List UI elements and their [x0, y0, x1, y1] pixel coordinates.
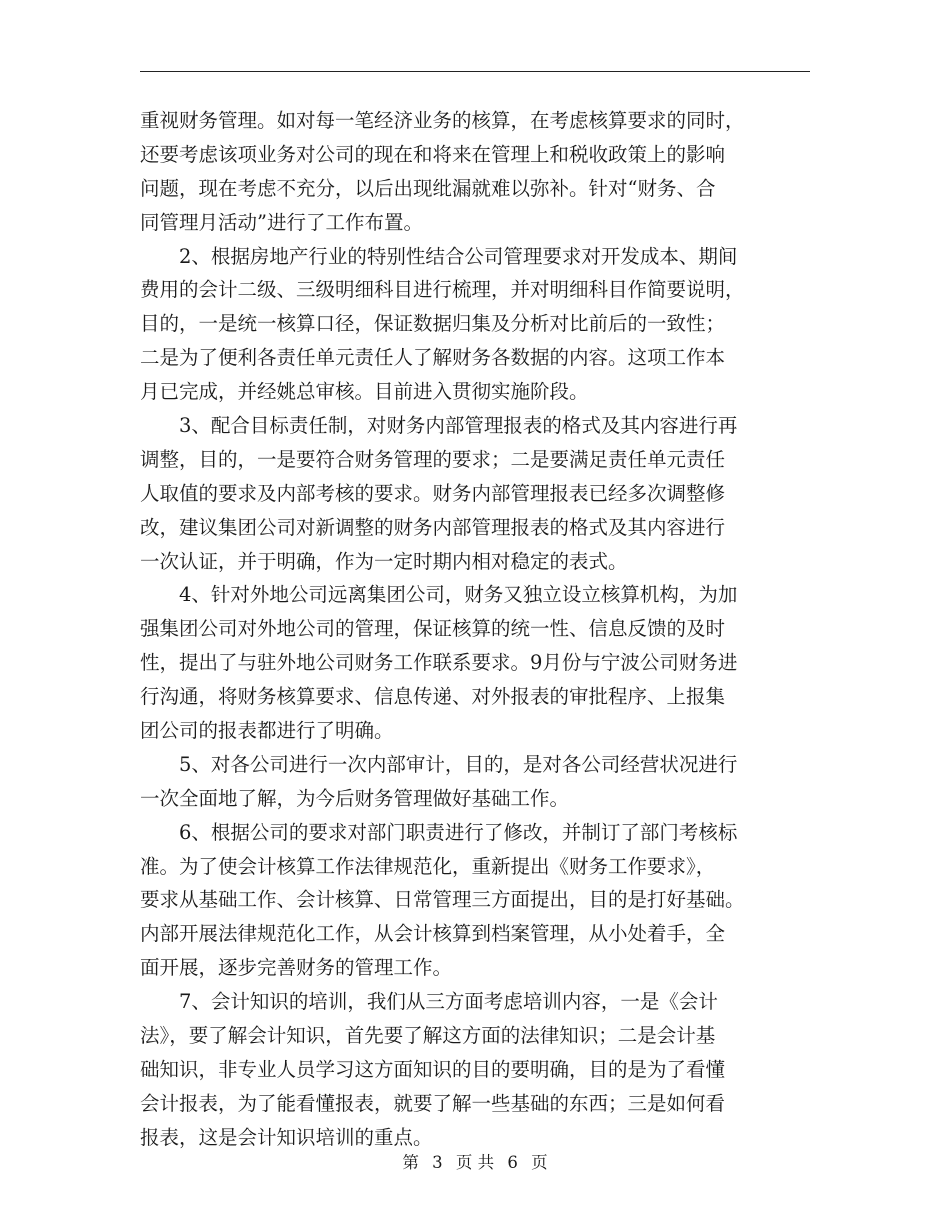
text-line: 费用的会计二级、三级明细科目进行梳理，并对明细科目作简要说明，: [140, 278, 745, 302]
current-page-number: 3: [432, 1153, 443, 1172]
text-line: 目的，一是统一核算口径，保证数据归集及分析对比前后的一致性；: [140, 312, 726, 336]
page-footer: [0, 1152, 950, 1174]
text-line: 法》，要了解会计知识，首先要了解这方面的法律知识；二是会计基: [140, 1024, 716, 1048]
text-line: 调整，目的，一是要符合财务管理的要求；二是要满足责任单元责任: [140, 447, 726, 471]
text-line: 会计报表，为了能看懂报表，就要了解一些基础的东西；三是如何看: [140, 1091, 726, 1115]
total-pages-number: 6: [507, 1153, 518, 1172]
text-line: 性，提出了与驻外地公司财务工作联系要求。9月份与宁波公司财务进: [140, 651, 738, 675]
footer-mid: 页 共: [455, 1153, 495, 1172]
text-line: 要求从基础工作、会计核算、日常管理三方面提出，目的是打好基础。: [140, 888, 745, 912]
text-line: 人取值的要求及内部考核的要求。财务内部管理报表已经多次调整修: [140, 481, 726, 505]
footer-prefix: 第: [402, 1153, 419, 1172]
text-line: 5、对各公司进行一次内部审计，目的，是对各公司经营状况进行: [179, 752, 738, 776]
text-line: 6、根据公司的要求对部门职责进行了修改，并制订了部门考核标: [179, 820, 738, 844]
text-line: 问题，现在考虑不充分，以后出现纰漏就难以弥补。针对“财务、合: [140, 176, 716, 200]
text-line: 2、根据房地产行业的特别性结合公司管理要求对开发成本、期间: [179, 244, 738, 268]
text-line: 还要考虑该项业务对公司的现在和将来在管理上和税收政策上的影响: [140, 142, 726, 166]
text-line: 准。为了使会计核算工作法律规范化，重新提出《财务工作要求》，: [140, 854, 716, 878]
text-line: 4、针对外地公司远离集团公司，财务又独立设立核算机构，为加: [179, 583, 738, 607]
text-line: 重视财务管理。如对每一笔经济业务的核算，在考虑核算要求的同时，: [140, 109, 745, 132]
text-line: 报表，这是会计知识培训的重点。: [140, 1125, 433, 1149]
text-line: 3、配合目标责任制，对财务内部管理报表的格式及其内容进行再: [179, 414, 738, 438]
text-line: 内部开展法律规范化工作，从会计核算到档案管理，从小处着手，全: [140, 922, 726, 946]
text-line: 一次全面地了解，为今后财务管理做好基础工作。: [140, 786, 570, 810]
body-text: [140, 104, 810, 1155]
text-line: 改，建议集团公司对新调整的财务内部管理报表的格式及其内容进行: [140, 515, 726, 539]
footer-suffix: 页: [531, 1153, 548, 1172]
text-line: 强集团公司对外地公司的管理，保证核算的统一性、信息反馈的及时: [140, 617, 726, 641]
text-line: 同管理月活动”进行了工作布置。: [140, 210, 423, 234]
text-line: 面开展，逐步完善财务的管理工作。: [140, 956, 453, 980]
text-line: 一次认证，并于明确，作为一定时期内相对稳定的表式。: [140, 549, 628, 573]
header-rule: [140, 71, 810, 72]
text-line: 二是为了便利各责任单元责任人了解财务各数据的内容。这项工作本: [140, 346, 726, 370]
text-line: 团公司的报表都进行了明确。: [140, 719, 394, 743]
text-line: 7、会计知识的培训，我们从三方面考虑培训内容，一是《会计: [179, 990, 718, 1014]
text-line: 行沟通，将财务核算要求、信息传递、对外报表的审批程序、上报集: [140, 685, 726, 709]
text-line: 础知识，非专业人员学习这方面知识的目的要明确，目的是为了看懂: [140, 1057, 726, 1081]
text-line: 月已完成，并经姚总审核。目前进入贯彻实施阶段。: [140, 380, 589, 404]
